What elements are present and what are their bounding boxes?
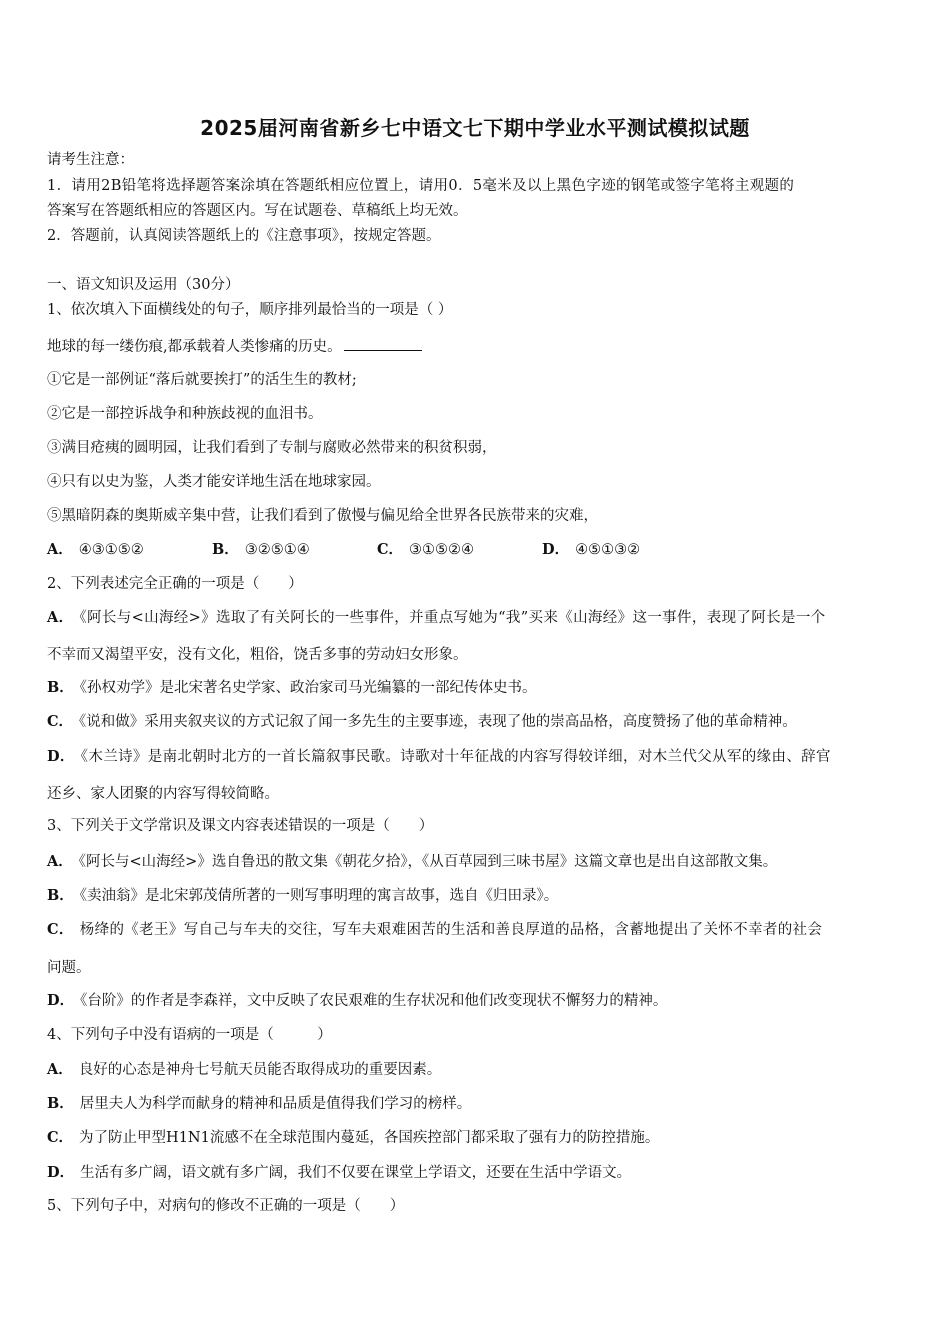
question-3-option-b[interactable]: B． 《卖油翁》是北宋郭茂倩所著的一则写事明理的寓言故事，选自《归田录》。	[47, 887, 559, 904]
section-heading: 一、语文知识及运用（30分）	[47, 277, 240, 293]
question-1-sentence-1: ①它是一部例证“落后就要挨打”的活生生的教材;	[47, 372, 357, 388]
option-b[interactable]: B． ③②⑤①④	[212, 541, 310, 558]
question-3-option-c[interactable]: C． 杨绛的《老王》写自己与车夫的交往，写车夫艰难困苦的生活和善良厚道的品格，含蓄地提出了关怀不幸者的社会	[47, 921, 823, 938]
question-1-passage	[47, 336, 917, 357]
option-c[interactable]: C． ③①⑤②④	[377, 541, 475, 558]
question-1-sentence-3: ③满目疮痍的圆明园，让我们看到了专制与腐败必然带来的积贫积弱，	[47, 440, 497, 456]
question-4-option-a[interactable]: A． 良好的心态是神舟七号航天员能否取得成功的重要因素。	[47, 1061, 442, 1078]
notice-line-3: 2．答题前，认真阅读答题纸上的《注意事项》，按规定答题。	[47, 228, 441, 244]
question-4-option-b[interactable]: B． 居里夫人为科学而献身的精神和品质是值得我们学习的榜样。	[47, 1095, 472, 1112]
question-1-sentence-4: ④只有以史为鉴，人类才能安详地生活在地球家园。	[47, 474, 381, 490]
question-3-option-a[interactable]: A． 《阿长与<山海经>》选自鲁迅的散文集《朝花夕拾》，《从百草园到三味书屋》这篇文章也是出自这部散文集。	[47, 853, 778, 870]
question-1-sentence-2: ②它是一部控诉战争和种族歧视的血泪书。	[47, 406, 323, 422]
question-2-option-d-cont: 还乡、家人团聚的内容写得较简略。	[47, 786, 279, 802]
question-5-stem: 5、下列句子中，对病句的修改不正确的一项是（ ）	[47, 1198, 405, 1214]
passage-text: 地球的每一缕伤痕,都承载着人类惨痛的历史。	[47, 339, 342, 355]
question-4-option-d[interactable]: D． 生活有多广阔，语文就有多广阔，我们不仅要在课堂上学语文，还要在生活中学语文。	[47, 1164, 632, 1181]
question-3-option-d[interactable]: D． 《台阶》的作者是李森祥，文中反映了农民艰难的生存状况和他们改变现状不懈努力的精神。	[47, 992, 668, 1009]
question-3-stem: 3、下列关于文学常识及课文内容表述错误的一项是（ ）	[47, 818, 434, 834]
option-a[interactable]: A． ④③①⑤②	[47, 541, 144, 558]
question-2-option-d[interactable]: D． 《木兰诗》是南北朝时北方的一首长篇叙事民歌。诗歌对十年征战的内容写得较详细，对木兰代父从军的缘由、辞官	[47, 748, 831, 765]
fill-blank-line	[344, 336, 422, 351]
question-3-option-c-cont: 问题。	[47, 960, 91, 976]
question-1-stem: 1、依次填入下面横线处的句子，顺序排列最恰当的一项是（ ）	[47, 302, 453, 318]
question-2-stem: 2、下列表述完全正确的一项是（ ）	[47, 576, 303, 592]
page-title: 2025届河南省新乡七中语文七下期中学业水平测试模拟试题	[200, 116, 750, 140]
notice-heading: 请考生注意：	[47, 152, 134, 168]
notice-line-2: 答案写在答题纸相应的答题区内。写在试题卷、草稿纸上均无效。	[47, 203, 468, 219]
notice-line-1: 1．请用2B铅笔将选择题答案涂填在答题纸相应位置上，请用0．5毫米及以上黑色字迹的钢笔或签字笔将主观题的	[47, 178, 795, 194]
question-2-option-a[interactable]: A． 《阿长与<山海经>》选取了有关阿长的一些事件，并重点写她为“我”买来《山海经》这一事件，表现了阿长是一个	[47, 609, 826, 626]
question-2-option-c[interactable]: C． 《说和做》采用夹叙夹议的方式记叙了闻一多先生的主要事迹，表现了他的崇高品格，高度赞扬了他的革命精神。	[47, 713, 797, 730]
question-4-stem: 4、下列句子中没有语病的一项是（ ）	[47, 1027, 332, 1043]
question-1-sentence-5: ⑤黑暗阴森的奥斯威辛集中营，让我们看到了傲慢与偏见给全世界各民族带来的灾难，	[47, 508, 598, 524]
question-2-option-b[interactable]: B． 《孙权劝学》是北宋著名史学家、政治家司马光编纂的一部纪传体史书。	[47, 679, 537, 696]
question-2-option-a-cont: 不幸而又渴望平安，没有文化，粗俗，饶舌多事的劳动妇女形象。	[47, 647, 468, 663]
option-d[interactable]: D． ④⑤①③②	[542, 541, 641, 558]
question-4-option-c[interactable]: C． 为了防止甲型H1N1流感不在全球范围内蔓延，各国疾控部门都采取了强有力的防控措施。	[47, 1129, 660, 1146]
